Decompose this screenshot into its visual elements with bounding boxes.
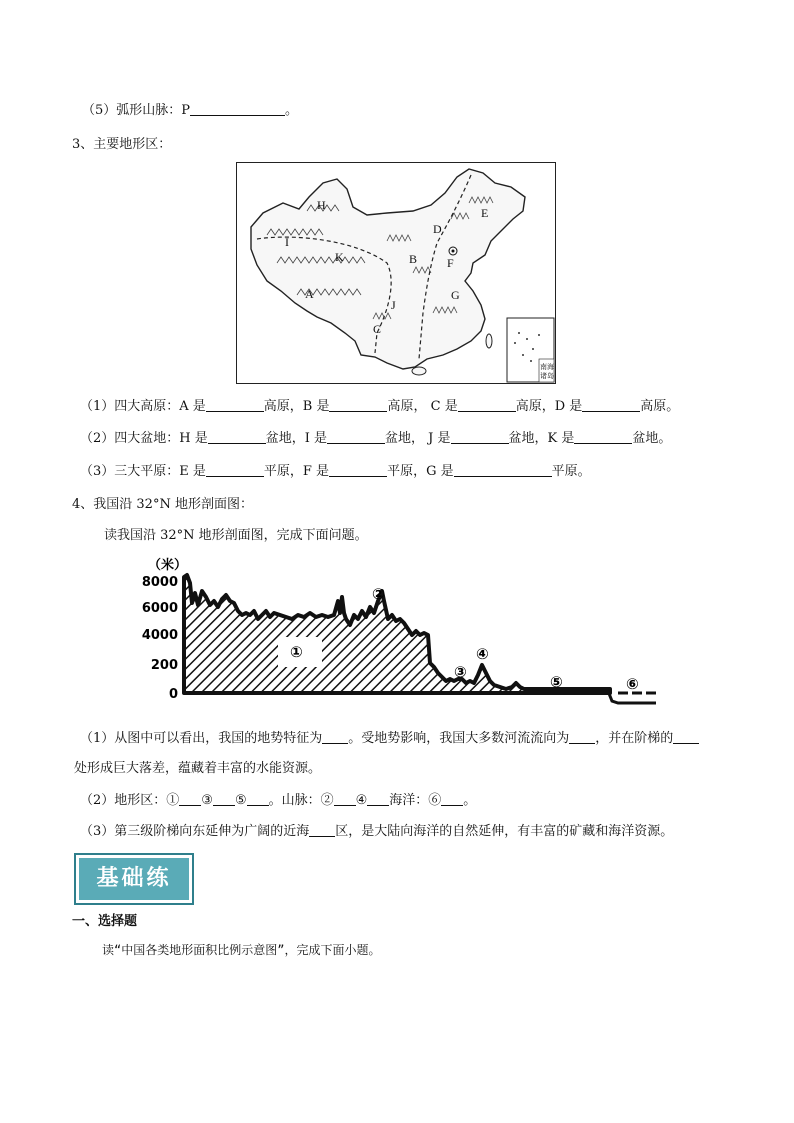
y-tick-8000: 8000 (141, 575, 178, 590)
q2-marker-5: ⑤ (234, 793, 247, 808)
label-k: K (335, 250, 344, 264)
china-terrain-map (236, 162, 556, 384)
arc-mountains-suffix: 。 (285, 103, 299, 118)
label-g: G (451, 288, 460, 302)
q2-marker-3: ③ (201, 793, 213, 808)
label-c: C (373, 322, 382, 336)
y-axis-label: （米） (148, 558, 188, 573)
question-1-line-2: 处形成巨大落差，蕴藏着丰富的水能资源。 (74, 761, 322, 776)
inset-label-1: 南海 (540, 363, 554, 371)
answer-blank[interactable] (673, 730, 699, 744)
plains-lead: （3）三大平原：E 是 (80, 464, 206, 479)
question-2 (80, 792, 476, 810)
profile-intro: 读我国沿 32°N 地形剖面图，完成下面问题。 (104, 528, 368, 543)
plateaus-text-4: 高原。 (640, 399, 680, 414)
q2-lead: （2）地形区：① (80, 793, 180, 808)
marker-2: ② (372, 585, 385, 603)
y-tick-200: 200 (150, 658, 178, 673)
plains-text-3: 平原。 (551, 464, 591, 479)
answer-blank[interactable] (334, 792, 356, 806)
label-d: D (433, 222, 442, 236)
terrain-heading: 3、主要地形区： (72, 137, 172, 152)
arc-mountains-prefix: （5）弧形山脉：P (82, 103, 191, 118)
plateaus-question (80, 398, 679, 416)
answer-blank[interactable] (329, 398, 387, 412)
marker-1: ① (290, 643, 303, 661)
arc-mountains-question (82, 102, 298, 120)
basins-text-1: 盆地，I 是 (265, 431, 328, 446)
answer-blank[interactable] (206, 463, 264, 477)
plateaus-lead: （1）四大高原：A 是 (80, 399, 206, 414)
plains-text-2: 平原，G 是 (387, 464, 454, 479)
q3-text-a: （3）第三级阶梯向东延伸为广阔的近海 (80, 824, 310, 839)
terrain-profile-chart (140, 555, 680, 719)
basins-text-2: 盆地， J 是 (385, 431, 451, 446)
answer-blank[interactable] (179, 792, 201, 806)
q2-ocean: 海洋：⑥ (389, 793, 442, 808)
answer-blank[interactable] (454, 463, 552, 477)
practice-badge: 基础练 (74, 853, 194, 905)
answer-blank[interactable] (441, 792, 463, 806)
answer-blank[interactable] (247, 792, 269, 806)
answer-blank[interactable] (451, 430, 509, 444)
read-intro: 读“中国各类地形面积比例示意图”，完成下面小题。 (102, 943, 381, 957)
answer-blank[interactable] (327, 430, 385, 444)
q2-mid: 。山脉：② (268, 793, 334, 808)
q2-marker-4: ④ (355, 793, 368, 808)
china-map-drawing (237, 163, 555, 383)
q1-text-c: ，并在阶梯的 (595, 731, 674, 746)
answer-blank[interactable] (367, 792, 389, 806)
profile-heading: 4、我国沿 32°N 地形剖面图： (72, 497, 253, 512)
y-tick-6000: 6000 (141, 601, 178, 616)
answer-blank[interactable] (190, 102, 285, 116)
inset-label-2: 诸岛 (540, 372, 554, 380)
capital-dot-icon (452, 250, 455, 253)
label-i: I (285, 235, 289, 249)
profile-svg (140, 555, 680, 715)
plateaus-text-3: 高原，D 是 (515, 399, 583, 414)
label-h: H (317, 198, 326, 212)
label-f: F (447, 256, 454, 270)
answer-blank[interactable] (309, 823, 335, 837)
q1-text-a: （1）从图中可以看出，我国的地势特征为 (80, 731, 323, 746)
answer-blank[interactable] (322, 730, 348, 744)
marker-4: ④ (476, 645, 489, 663)
answer-blank[interactable] (206, 398, 264, 412)
basins-text-4: 盆地。 (632, 431, 672, 446)
answer-blank[interactable] (569, 730, 595, 744)
label-j: J (391, 298, 396, 312)
plains-question (80, 463, 591, 481)
section-title: 一、选择题 (72, 914, 138, 929)
answer-blank[interactable] (582, 398, 640, 412)
question-1-line-1 (80, 730, 699, 748)
plains-text-1: 平原，F 是 (263, 464, 330, 479)
taiwan-island (486, 334, 492, 348)
answer-blank[interactable] (208, 430, 266, 444)
q2-end: 。 (463, 793, 477, 808)
answer-blank[interactable] (458, 398, 516, 412)
basins-question (80, 430, 671, 448)
question-3 (80, 823, 673, 841)
label-b: B (409, 252, 418, 266)
answer-blank[interactable] (213, 792, 235, 806)
y-tick-0: 0 (168, 687, 178, 702)
q1-text-b: 。受地势影响，我国大多数河流流向为 (348, 731, 570, 746)
basins-text-3: 盆地，K 是 (508, 431, 575, 446)
hainan-island (412, 367, 426, 375)
y-ticks (142, 575, 178, 702)
label-e: E (481, 206, 489, 220)
basins-lead: （2）四大盆地：H 是 (80, 431, 208, 446)
marker-5: ⑤ (550, 673, 563, 691)
plateaus-text-1: 高原，B 是 (263, 399, 330, 414)
terrain-profile-area (184, 575, 610, 693)
marker-3: ③ (454, 663, 467, 681)
answer-blank[interactable] (574, 430, 632, 444)
answer-blank[interactable] (329, 463, 387, 477)
label-a: A (305, 287, 314, 301)
china-outline (251, 169, 525, 369)
plateaus-text-2: 高原， C 是 (387, 399, 458, 414)
q3-text-b: 区，是大陆向海洋的自然延伸，有丰富的矿藏和海洋资源。 (335, 824, 674, 839)
marker-6: ⑥ (626, 675, 639, 693)
y-tick-4000: 4000 (141, 628, 178, 643)
